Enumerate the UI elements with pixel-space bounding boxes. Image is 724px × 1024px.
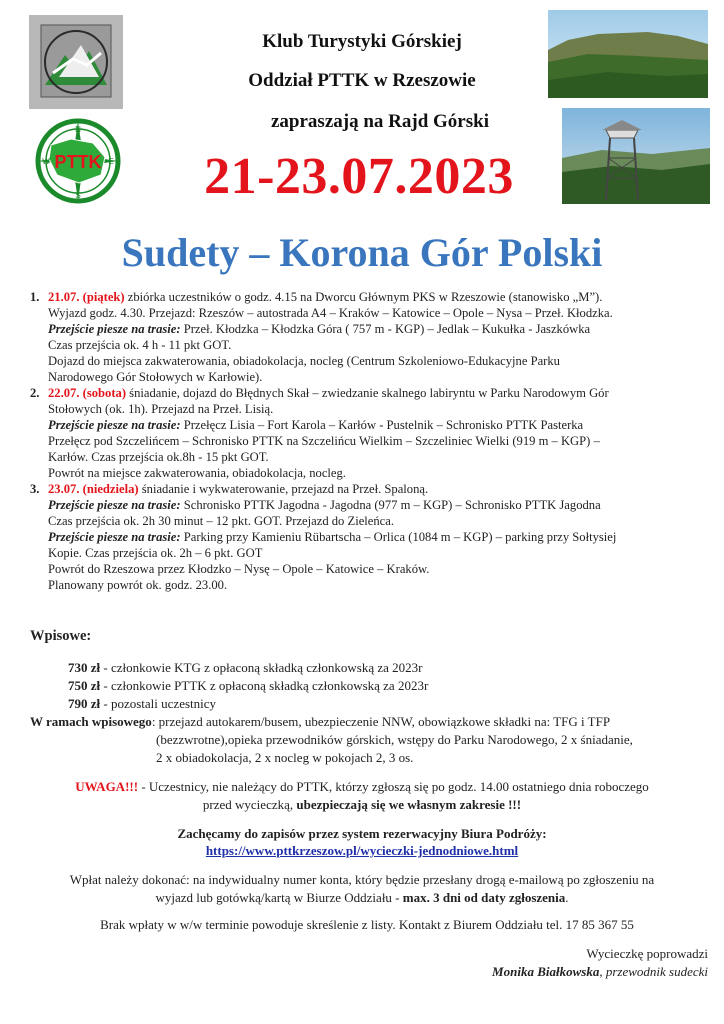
payment-end: .: [565, 890, 569, 905]
header-branch: Oddział PTTK w Rzeszowie: [248, 70, 476, 91]
item-number: 1.: [30, 290, 40, 304]
booking-link-wrap: [0, 842, 724, 860]
pttk-logo-text: PTTK: [54, 152, 102, 172]
walk-label: Przejście piesze na trasie:: [48, 530, 181, 544]
fees-heading: Wpisowe:: [30, 628, 92, 644]
item-number: 2.: [30, 386, 40, 400]
day-label: 22.07. (sobota): [48, 386, 127, 400]
svg-text:N: N: [75, 125, 81, 134]
fee-list: [68, 659, 668, 713]
header-invite: zapraszają na Rajd Górski: [271, 111, 489, 132]
day-text: Dojazd do miejsca zakwaterowania, obiadokolacja, nocleg (Centrum Szkoleniowo-Edukacyjne Parku: [48, 354, 560, 368]
itinerary-item: [30, 289, 710, 385]
payment-info: [0, 871, 724, 907]
itinerary: [30, 289, 710, 593]
contact-info: Brak wpłaty w w/w terminie powoduje skreślenie z listy. Kontakt z Biurem Oddziału tel. 17 85 367 55: [100, 917, 634, 932]
header-club: Klub Turystyki Górskiej: [262, 31, 462, 52]
day-text: śniadanie i wykwaterowanie, przejazd na Przeł. Spaloną.: [138, 482, 429, 496]
payment-text: Wpłat należy dokonać: na indywidualny numer konta, który będzie przesłany drogą e-mailową po zgłoszeniu na: [69, 872, 655, 887]
day-label: 21.07. (piątek): [48, 290, 125, 304]
signature-line: Wycieczkę poprowadzi: [586, 946, 708, 961]
payment-text: wyjazd lub gotówką/kartą w Biurze Oddziału -: [155, 890, 403, 905]
includes-text: (bezzwrotne),opieka przewodników górskich, wstępy do Parku Narodowego, 2 x śniadanie,: [156, 732, 633, 747]
signature: [308, 945, 708, 981]
fee-item: [68, 677, 668, 695]
fee-price: 750 zł: [68, 678, 101, 693]
payment-bold: max. 3 dni od daty zgłoszenia: [402, 890, 566, 905]
includes-text: 2 x obiadokolacja, 2 x nocleg w pokojach 2, 3 os.: [156, 750, 414, 765]
day-text: Czas przejścia ok. 4 h - 11 pkt GOT.: [48, 338, 232, 352]
warning-text: przed wycieczką,: [202, 797, 297, 812]
walk-label: Przejście piesze na trasie:: [48, 322, 181, 336]
includes-label: W ramach wpisowego: [30, 714, 152, 729]
fee-desc: - członkowie PTTK z opłaconą składką członkowską za 2023r: [100, 678, 429, 693]
booking-text: Zachęcamy do zapisów przez system rezerwacyjny Biura Podróży:: [177, 826, 547, 841]
svg-text:E: E: [108, 157, 114, 166]
day-text: Stołowych (ok. 1h). Przejazd na Przeł. Lisią.: [48, 402, 274, 416]
day-text: Karłów. Czas przejścia ok.8h - 15 pkt GOT.: [48, 450, 269, 464]
svg-text:W: W: [42, 157, 50, 166]
item-number: 3.: [30, 482, 40, 496]
fee-desc: - pozostali uczestnicy: [100, 696, 217, 711]
ktg-logo: [29, 15, 123, 109]
walk-text: Schronisko PTTK Jagodna - Jagodna (977 m – KGP) – Schronisko PTTK Jagodna: [180, 498, 601, 512]
day-text: Powrót do Rzeszowa przez Kłodzko – Nysę – Opole – Katowice – Kraków.: [48, 562, 430, 576]
day-text: Przełęcz pod Szczelińcem – Schronisko PTTK na Szczelińcu Wielkim – Szczeliniec Wielki (919 m – KGP) –: [48, 434, 600, 448]
day-text: Kopie. Czas przejścia ok. 2h – 6 pkt. GOT: [48, 546, 263, 560]
day-text: Powrót na miejsce zakwaterowania, obiadokolacja, nocleg.: [48, 466, 346, 480]
day-label: 23.07. (niedziela): [48, 482, 139, 496]
day-text: Planowany powrót ok. godz. 23.00.: [48, 578, 228, 592]
day-text: Czas przejścia ok. 2h 30 minut – 12 pkt. GOT. Przejazd do Zieleńca.: [48, 514, 394, 528]
fee-price: 790 zł: [68, 696, 101, 711]
fee-price: 730 zł: [68, 660, 101, 675]
walk-label: Przejście piesze na trasie:: [48, 498, 181, 512]
warning-label: UWAGA!!!: [75, 779, 139, 794]
walk-text: Przełęcz Lisia – Fort Karola – Karłów - Pustelnik – Schronisko PTTK Pasterka: [180, 418, 584, 432]
walk-label: Przejście piesze na trasie:: [48, 418, 181, 432]
booking-link[interactable]: https://www.pttkrzeszow.pl/wycieczki-jednodniowe.html: [205, 843, 519, 858]
day-text: śniadanie, dojazd do Błędnych Skał – zwiedzanie skalnego labiryntu w Parku Narodowym Gór: [126, 386, 609, 400]
day-text: zbiórka uczestników o godz. 4.15 na Dworcu Głównym PKS w Rzeszowie (stanowisko „M”).: [124, 290, 603, 304]
itinerary-item: [30, 481, 710, 593]
day-text: Narodowego Gór Stołowych w Karłowie).: [48, 370, 263, 384]
warning: [0, 778, 724, 814]
guide-role: , przewodnik sudecki: [599, 964, 708, 979]
walk-text: Parking przy Kamieniu Rübartscha – Orlica (1084 m – KGP) – parking przy Sołtysiej: [180, 530, 617, 544]
day-text: Wyjazd godz. 4.30. Przejazd: Rzeszów – autostrada A4 – Kraków – Katowice – Opole – Nysa – Przeł. Kłodzka.: [48, 306, 613, 320]
event-date: 21-23.07.2023: [204, 148, 514, 205]
includes-text: : przejazd autokarem/busem, ubezpieczenie NNW, obowiązkowe składki na: TFG i TFP: [151, 714, 611, 729]
fees-includes: [30, 713, 710, 767]
event-title: Sudety – Korona Gór Polski: [121, 230, 603, 275]
itinerary-item: [30, 385, 710, 481]
warning-bold: ubezpieczają się we własnym zakresie !!!: [296, 797, 522, 812]
fee-desc: - członkowie KTG z opłaconą składką członkowską za 2023r: [100, 660, 423, 675]
walk-text: Przeł. Kłodzka – Kłodzka Góra ( 757 m - KGP) – Jedlak – Kukułka - Jaszkówka: [180, 322, 591, 336]
fee-item: [68, 659, 668, 677]
svg-text:S: S: [75, 191, 81, 200]
fee-item: [68, 695, 668, 713]
guide-name: Monika Białkowska: [492, 964, 600, 979]
warning-text: - Uczestnicy, nie należący do PTTK, którzy zgłoszą się po godz. 14.00 ostatniego dnia roboczego: [138, 779, 649, 794]
